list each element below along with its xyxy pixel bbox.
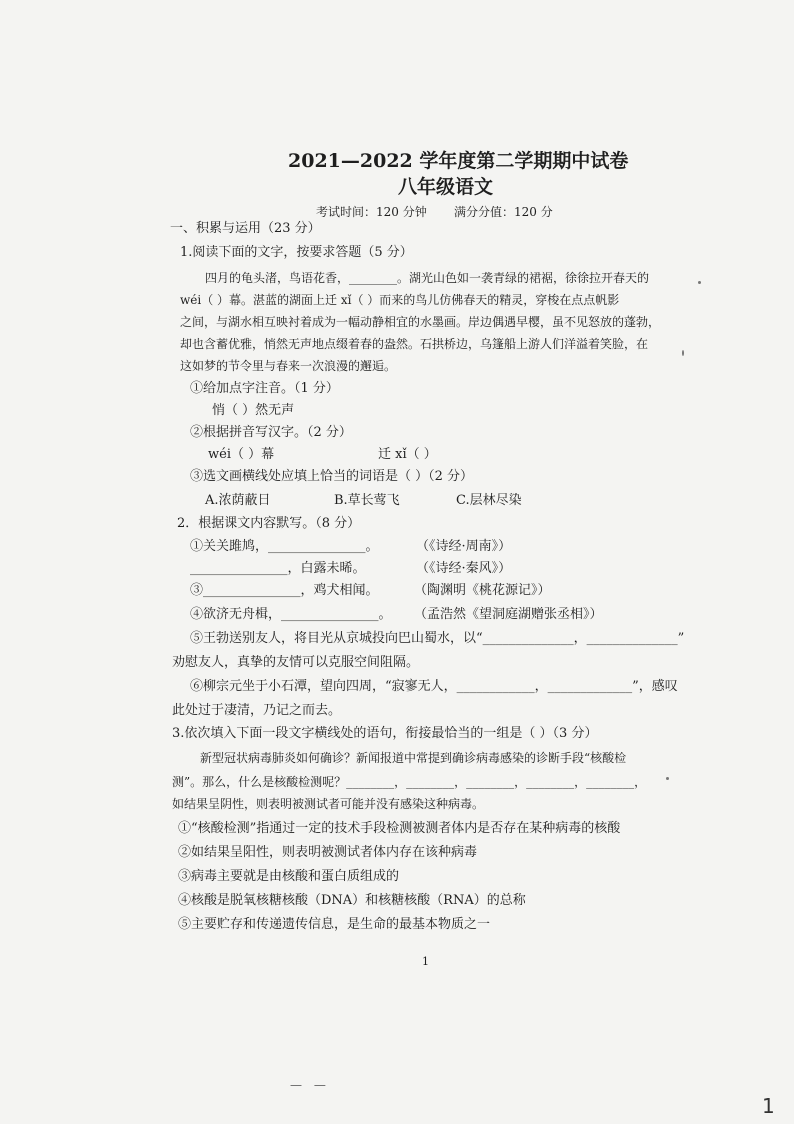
q3-option-5: ⑤主要贮存和传递遗传信息，是生命的最基本物质之一 — [178, 917, 491, 932]
question-2-heading: 2．根据课文内容默写。（8 分） — [177, 516, 361, 531]
bottom-scan-mark: — — — [290, 1078, 330, 1092]
q2-line-6a: ⑥柳宗元坐于小石潭，望向四周，“寂寥无人，____________，_____________”，感叹 — [190, 679, 678, 694]
q2-source-4: （孟浩然《望洞庭湖赠张丞相》） — [414, 607, 603, 622]
q3-passage-line-1: 新型冠状病毒肺炎如何确诊？新闻报道中常提到确诊病毒感染的诊断手段“核酸检 — [200, 751, 627, 765]
q1-answer-1: 悄（ ）然无声 — [212, 403, 295, 418]
q3-option-2: ②如结果呈阳性，则表明被测试者体内存在该种病毒 — [178, 845, 478, 860]
scan-speck — [666, 777, 669, 780]
q2-line-1: ①关关雎鸠，_______________。 — [190, 539, 379, 554]
q1-subquestion-3: ③选文画横线处应填上恰当的词语是（ ）（2 分） — [190, 469, 474, 484]
q3-passage-line-3: 如结果呈阴性，则表明被测试者可能并没有感染这种病毒。 — [172, 797, 485, 811]
corner-page-number: 1 — [762, 1094, 775, 1118]
q3-option-4: ④核酸是脱氧核糖核酸（DNA）和核糖核酸（RNA）的总称 — [178, 893, 526, 908]
scan-speck — [698, 281, 701, 284]
exam-subtitle: 八年级语文 — [398, 176, 494, 198]
q3-option-3: ③病毒主要就是由核酸和蛋白质组成的 — [178, 869, 400, 884]
q1-answer-2a: wéi（ ）幕 — [208, 447, 275, 462]
q2-source-1: （《诗经·周南》） — [416, 539, 512, 554]
q1-option-a: A.浓荫蔽日 — [205, 493, 271, 508]
q1-option-b: B.草长莺飞 — [334, 493, 400, 508]
q3-option-1: ①“核酸检测”指通过一定的技术手段检测被测者体内是否存在某种病毒的核酸 — [178, 821, 621, 836]
page-number: 1 — [422, 955, 429, 968]
q1-passage-line-5: 这如梦的节令里与春来一次浪漫的邂逅。 — [180, 359, 397, 373]
q1-passage-line-4: 却也含蓄优雅，悄然无声地点缀着春的盎然。石拱桥边，乌篷船上游人们洋溢着笑脸，在 — [180, 337, 649, 351]
q2-source-2: （《诗经·秦风》） — [416, 561, 512, 576]
exam-title: 2021—2022 学年度第二学期期中试卷 — [288, 150, 629, 172]
q2-line-5a: ⑤王勃送别友人，将目光从京城投向巴山蜀水，以“______________，______________” — [190, 631, 685, 646]
exam-score: 满分分值：120 分 — [454, 205, 553, 219]
exam-time: 考试时间：120 分钟 — [316, 205, 427, 219]
q2-line-3: ③_______________，鸡犬相闻。 — [190, 583, 379, 598]
q2-line-6b: 此处过于凄清，乃记之而去。 — [172, 703, 342, 718]
q3-passage-line-2: 测”。那么，什么是核酸检测呢？________，________，________，________，________， — [172, 775, 647, 789]
q2-line-4: ④欲济无舟楫，_______________。 — [190, 607, 392, 622]
q1-passage-line-2: wéi（ ）幕。湛蓝的湖面上迁 xǐ（ ）而来的鸟儿仿佛春天的精灵，穿梭在点点帆影 — [180, 293, 620, 307]
q1-subquestion-2: ②根据拼音写汉字。（2 分） — [190, 425, 352, 440]
q2-line-5b: 劝慰友人，真挚的友情可以克服空间阻隔。 — [172, 655, 420, 670]
q2-line-2: _______________，白露未晞。 — [190, 561, 366, 576]
scan-speck — [682, 350, 684, 356]
q1-passage-line-3: 之间，与湖水相互映衬着成为一幅动静相宜的水墨画。岸边偶遇早樱，虽不见怒放的蓬勃， — [180, 315, 661, 329]
q2-source-3: （陶渊明《桃花源记》） — [414, 583, 551, 598]
question-3-heading: 3.依次填入下面一段文字横线处的语句，衔接最恰当的一组是（ ）（3 分） — [172, 726, 598, 741]
q1-answer-2b: 迁 xǐ（ ） — [378, 447, 437, 462]
section-heading: 一、积累与运用（23 分） — [170, 221, 321, 236]
q1-passage-line-1: 四月的龟头渚，鸟语花香，________。湖光山色如一袭青绿的裙裾，徐徐拉开春天的 — [205, 271, 650, 285]
question-1-heading: 1.阅读下面的文字，按要求答题（5 分） — [180, 245, 413, 260]
q1-subquestion-1: ①给加点字注音。（1 分） — [190, 381, 339, 396]
q1-option-c: C.层林尽染 — [456, 493, 522, 508]
